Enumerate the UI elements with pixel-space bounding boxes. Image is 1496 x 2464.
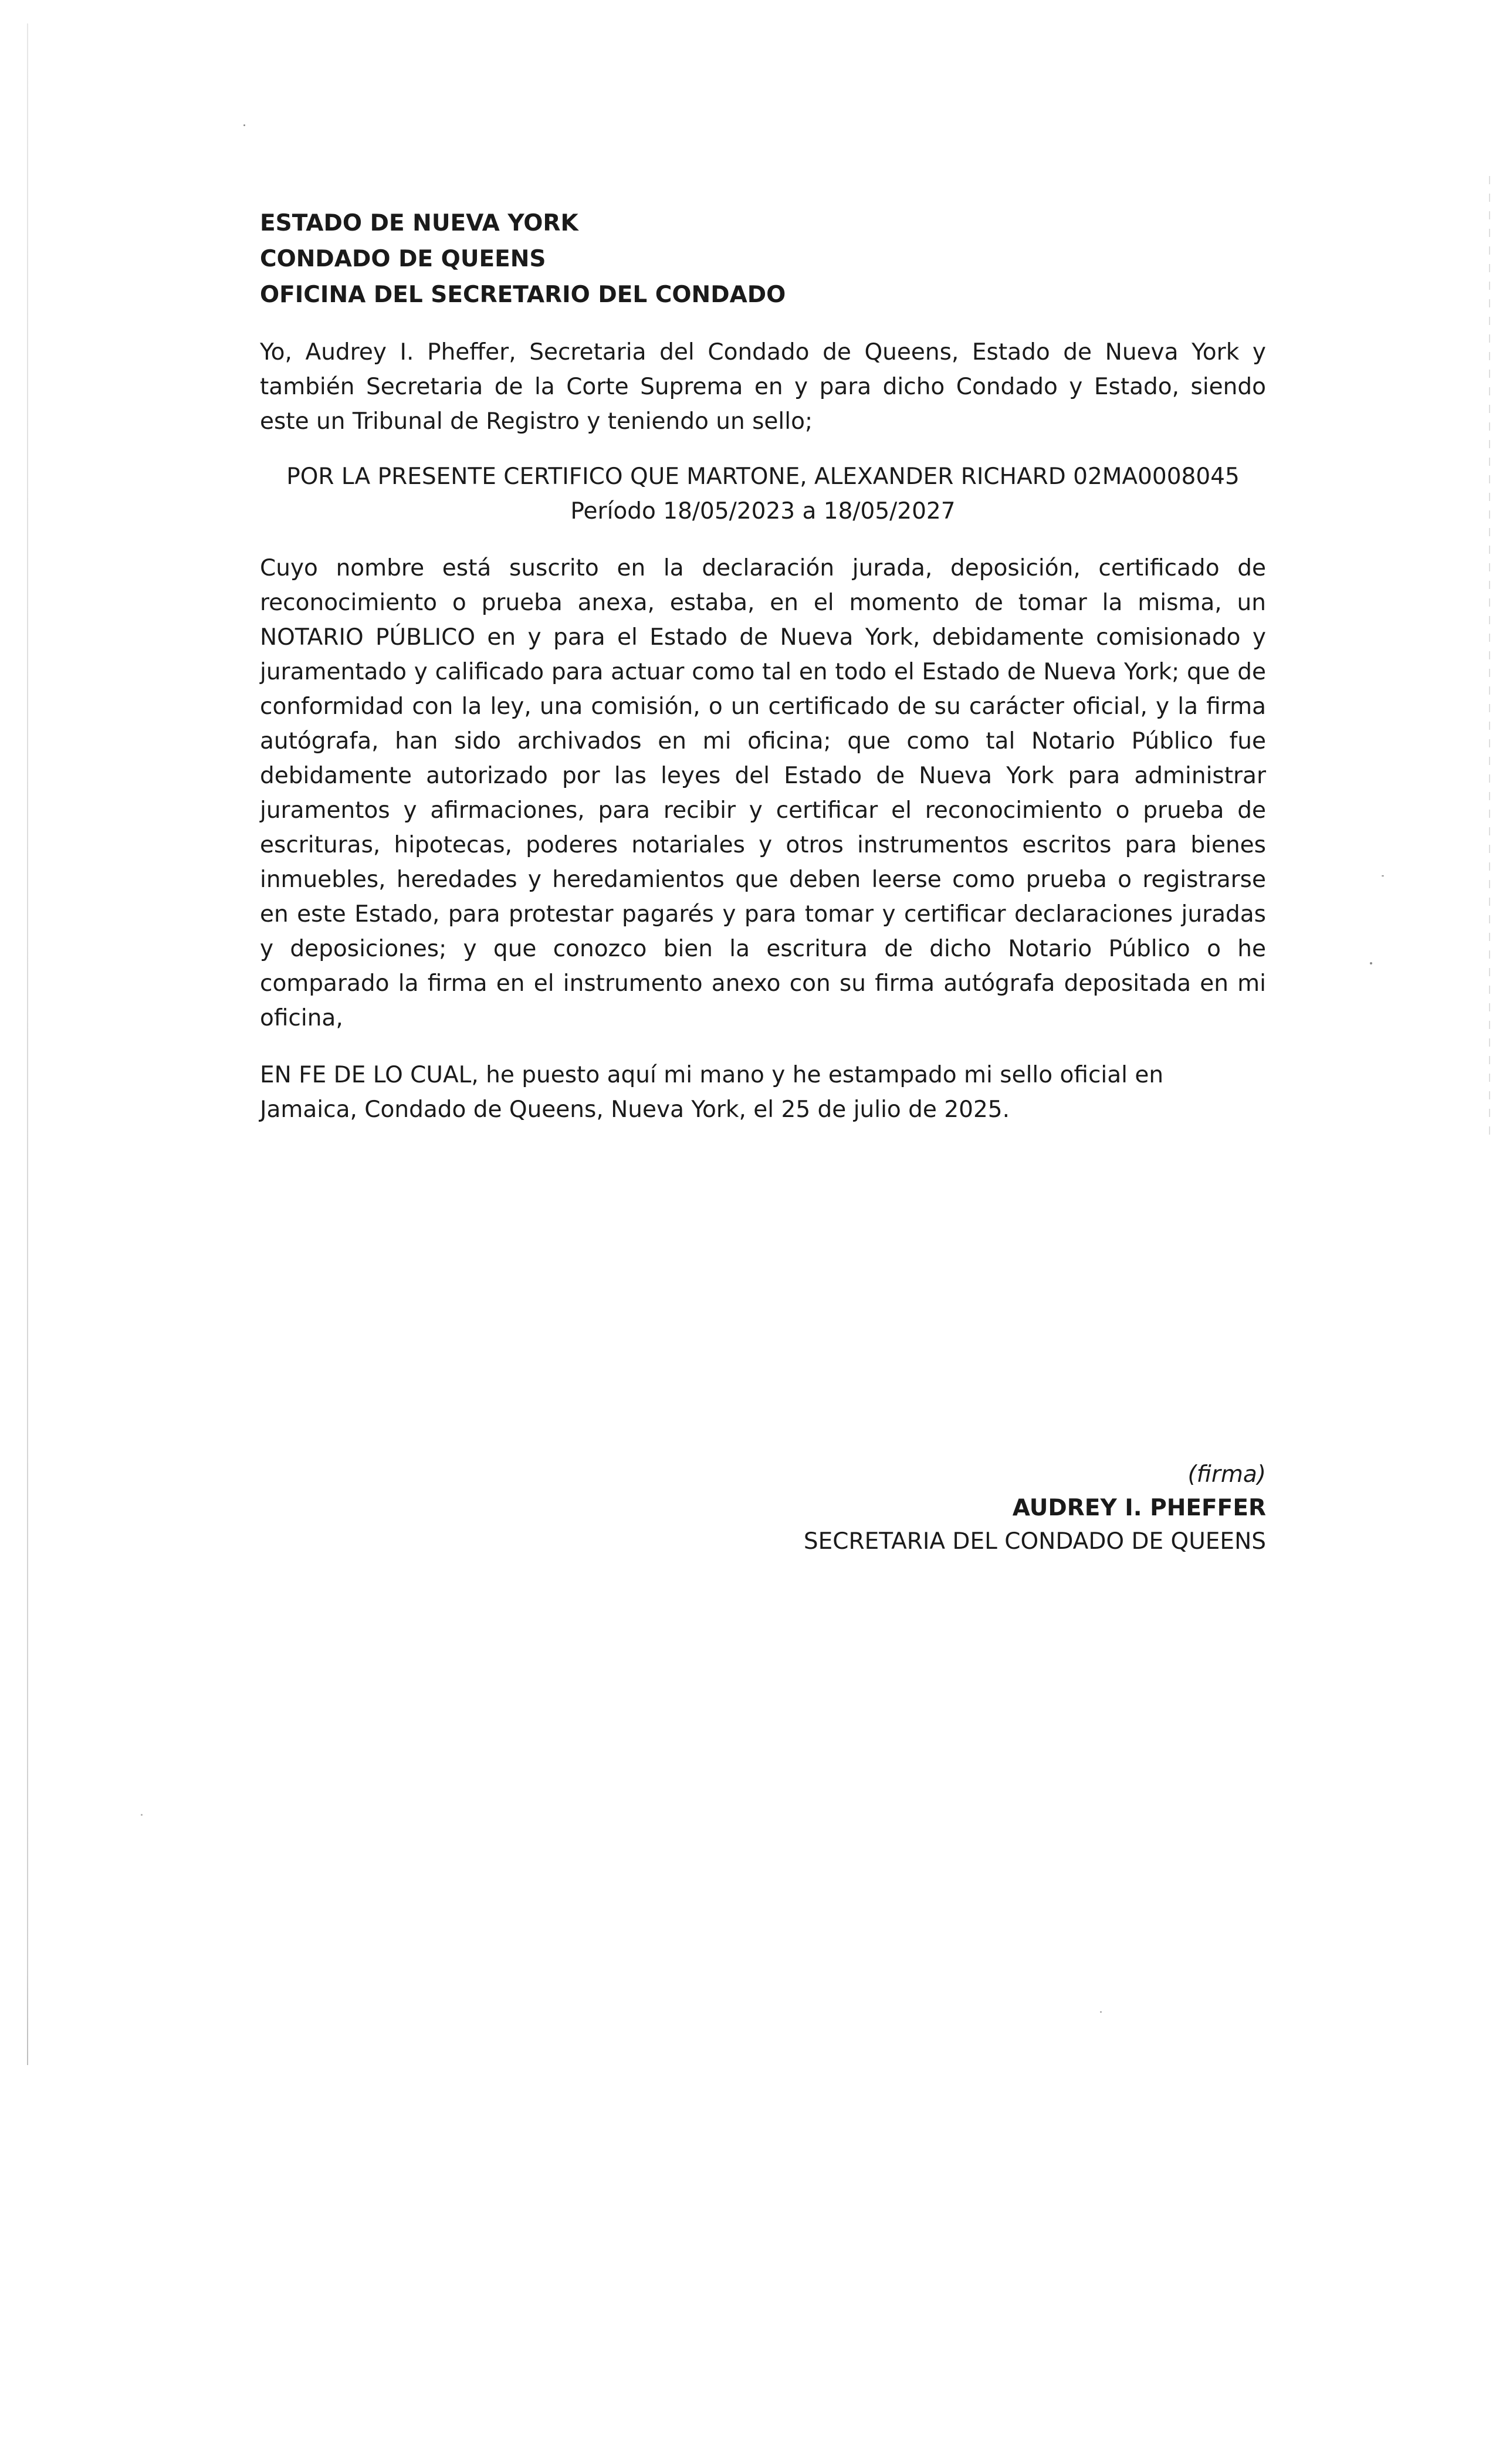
scan-edge-left — [27, 23, 28, 2065]
intro-paragraph: Yo, Audrey I. Pheffer, Secretaria del Condado de Queens, Estado de Nueva York y también Secretaria de la Corte Suprema en y para dicho Condado y Estado, siendo este un Tribunal de Registro y teniendo un sello; — [260, 339, 1266, 435]
header-state: ESTADO DE NUEVA YORK — [260, 210, 578, 236]
body-paragraph: Cuyo nombre está suscrito en la declaración jurada, deposición, certificado de reconocimiento o prueba anexa, estaba, en el momento de tomar la misma, un NOTARIO PÚBLICO en y para el Estado de Nueva York, debidamente comisionado y juramentado y calificado para actuar como tal en todo el Estado de Nueva York; que de conformidad con la ley, una comisión, o un certificado de su carácter oficial, y la firma autógrafa, han sido archivados en mi oficina; que como tal Notario Público fue debidamente autorizado por las leyes del Estado de Nueva York para administrar juramentos y afirmaciones, para recibir y certificar el reconocimiento o prueba de escrituras, hipotecas, poderes notariales y otros instrumentos escritos para bienes inmuebles, heredades y heredamientos que deben leerse como prueba o registrarse en este Estado, para protestar pagarés y para tomar y certificar declaraciones juradas y deposiciones; y que conozco bien la escritura de dicho Notario Público o he comparado la firma en el instrumento anexo con su firma autógrafa depositada en mi oficina, — [260, 555, 1266, 1031]
signatory-name: AUDREY I. PHEFFER — [1012, 1495, 1266, 1521]
scan-speck — [141, 1814, 143, 1816]
signatory-title: SECRETARIA DEL CONDADO DE QUEENS — [803, 1528, 1266, 1555]
scan-edge-right — [1489, 176, 1490, 1144]
document-content — [260, 205, 1266, 1127]
certification-period: Período 18/05/2023 a 18/05/2027 — [570, 498, 956, 524]
signature-block — [804, 1458, 1266, 1558]
header-county: CONDADO DE QUEENS — [260, 246, 546, 272]
scan-speck — [1100, 2011, 1102, 2013]
scan-speck — [243, 124, 245, 126]
certification-line: POR LA PRESENTE CERTIFICO QUE MARTONE, ALEXANDER RICHARD 02MA0008045 — [286, 463, 1240, 490]
scan-speck — [1382, 875, 1384, 876]
scan-speck — [1370, 962, 1372, 964]
witness-paragraph: EN FE DE LO CUAL, he puesto aquí mi mano y he estampado mi sello oficial en Jamaica, Condado de Queens, Nueva York, el 25 de julio de 2025. — [260, 1062, 1164, 1123]
signature-mark: (firma) — [1187, 1461, 1266, 1488]
certification-block — [260, 459, 1266, 529]
header-office: OFICINA DEL SECRETARIO DEL CONDADO — [260, 282, 786, 308]
